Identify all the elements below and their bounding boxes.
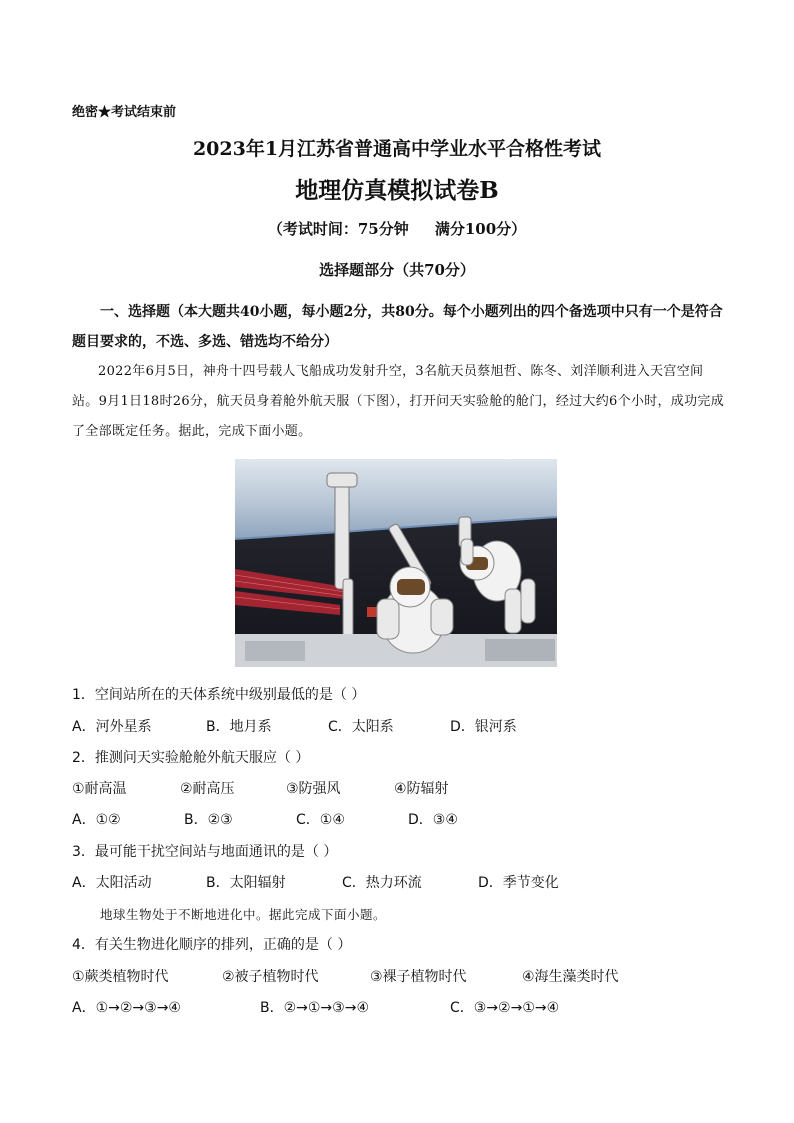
q4-item-1: ①蕨类植物时代: [72, 969, 169, 985]
q2-item-1: ①耐高温: [72, 781, 127, 797]
q1-option-a[interactable]: A．河外星系: [72, 719, 152, 735]
q3-option-c[interactable]: C．热力环流: [342, 875, 422, 891]
paper-title: 地理仿真模拟试卷B: [295, 177, 499, 204]
question-context: 2022年6月5日，神舟十四号载人飞船成功发射升空，3名航天员蔡旭哲、陈冬、刘洋顺利进入天宫空间站。9月1日18时26分，航天员身着舱外航天服（下图），打开问天实验舱的舱门，经过大约6个小时，成功完成了全部既定任务。据此，完成下面小题。: [72, 364, 724, 439]
question-context-2: 地球生物处于不断地进化中。据此完成下面小题。: [100, 907, 387, 922]
section-heading: 选择题部分（共70分）: [319, 261, 475, 279]
exam-title: 2023年1月江苏省普通高中学业水平合格性考试: [192, 138, 602, 160]
instructions: 一、选择题（本大题共40小题，每小题2分，共80分。每个小题列出的四个备选项中只有一个是符合题目要求的，不选、多选、错选均不给分）: [72, 304, 723, 350]
q3-option-d[interactable]: D．季节变化: [478, 875, 559, 891]
q2-option-a[interactable]: A．①②: [72, 812, 121, 828]
question-3-stem: 3．最可能干扰空间站与地面通讯的是（ ）: [72, 844, 338, 860]
q2-option-b[interactable]: B．②③: [184, 812, 233, 828]
q2-option-d[interactable]: D．③④: [408, 812, 458, 828]
q4-item-4: ④海生藻类时代: [522, 969, 619, 985]
q1-option-b[interactable]: B．地月系: [206, 719, 272, 735]
confidential-label: 绝密★考试结束前: [72, 105, 177, 120]
q1-option-c[interactable]: C．太阳系: [328, 719, 394, 735]
q4-option-b[interactable]: B．②→①→③→④: [260, 1000, 369, 1016]
q2-item-2: ②耐高压: [180, 781, 235, 797]
q4-item-3: ③裸子植物时代: [370, 969, 467, 985]
q3-option-a[interactable]: A．太阳活动: [72, 875, 152, 891]
q1-option-d[interactable]: D．银河系: [450, 719, 517, 735]
q4-item-2: ②被子植物时代: [222, 969, 319, 985]
q4-option-c[interactable]: C．③→②→①→④: [450, 1000, 560, 1016]
q3-option-b[interactable]: B．太阳辐射: [206, 875, 286, 891]
question-1-stem: 1．空间站所在的天体系统中级别最低的是（ ）: [72, 687, 366, 703]
astronaut-spacewalk-photo: [235, 459, 557, 667]
q2-item-4: ④防辐射: [394, 781, 449, 797]
question-2-stem: 2．推测问天实验舱舱外航天服应（ ）: [72, 750, 310, 766]
exam-info: （考试时间：75分钟 满分100分）: [267, 220, 527, 238]
q4-option-a[interactable]: A．①→②→③→④: [72, 1000, 181, 1016]
q2-item-3: ③防强风: [286, 781, 341, 797]
question-4-stem: 4．有关生物进化顺序的排列，正确的是（ ）: [72, 937, 352, 953]
q2-option-c[interactable]: C．①④: [296, 812, 345, 828]
